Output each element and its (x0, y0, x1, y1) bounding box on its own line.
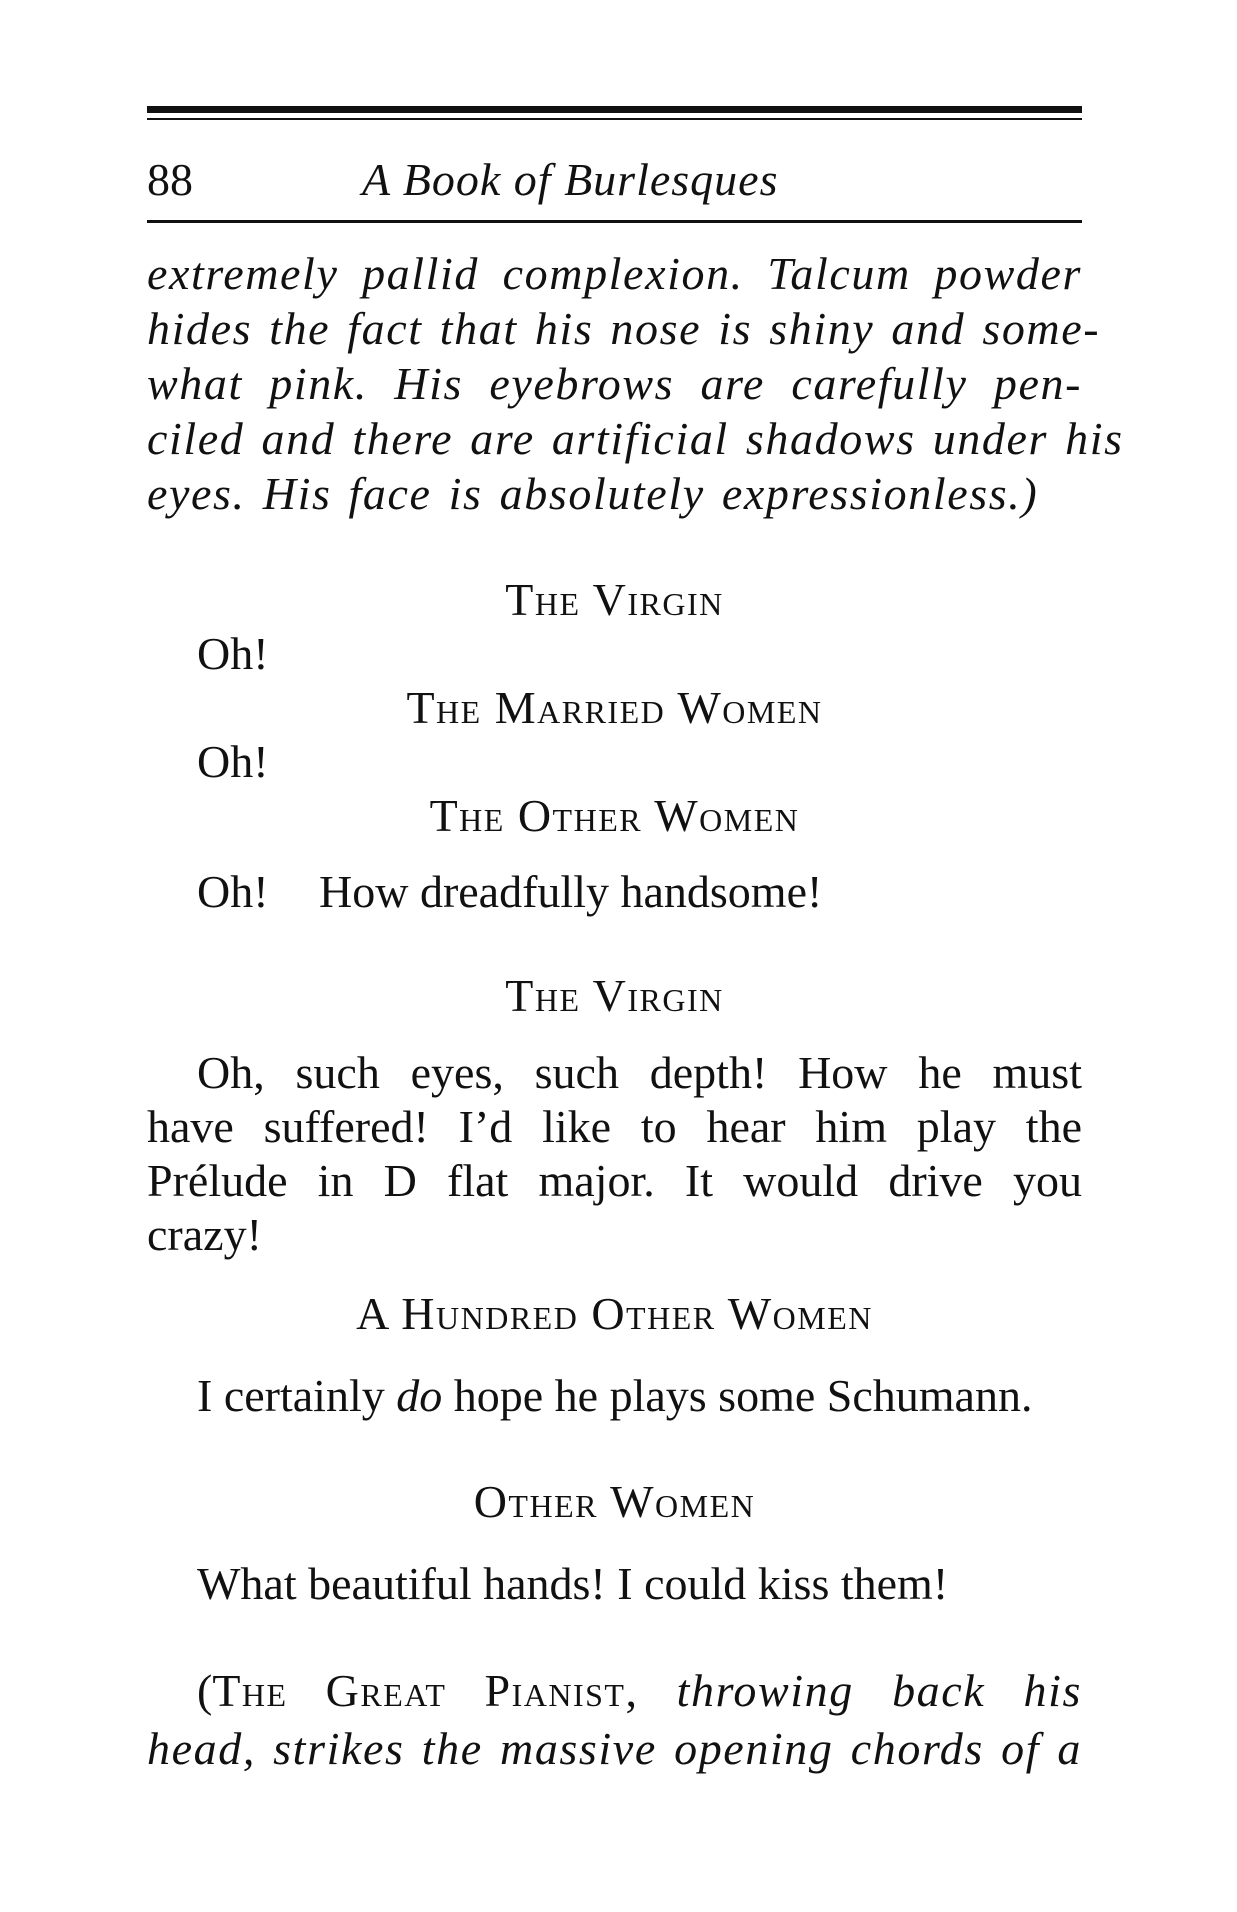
intro-line: extremely pallid complexion. Talcum powder (147, 248, 1082, 299)
running-title: A Book of Burlesques (362, 154, 779, 205)
intro-line: eyes. His face is absolutely expressionless.) (147, 468, 1039, 519)
book-page (147, 0, 1124, 1912)
closing-stage-direction (147, 1662, 1082, 1778)
speech-virgin-oh: Oh! (197, 628, 269, 679)
header-rule-double (147, 118, 1082, 120)
speech-emphasis: do (396, 1370, 443, 1421)
speech-text: hope he plays some Schumann. (442, 1370, 1033, 1421)
intro-line: what pink. His eyebrows are carefully pen- (147, 358, 1082, 409)
speech-virgin-2 (147, 1046, 1082, 1262)
speech-hundred-women (197, 1368, 1032, 1424)
speech-married-women-oh: Oh! (197, 736, 269, 787)
speaker-the-virgin-2: The Virgin (505, 970, 724, 1021)
speech-other-women-2: What beautiful hands! I could kiss them! (197, 1558, 949, 1609)
speaker-the-other-women: The Other Women (429, 790, 800, 841)
speaker-the-virgin: The Virgin (505, 574, 724, 625)
open-paren: ( (197, 1665, 213, 1716)
intro-stage-direction (147, 246, 1124, 521)
page-header (147, 150, 1082, 210)
stage-direction-line (147, 1662, 1082, 1720)
header-rule-thick (147, 106, 1082, 113)
intro-line: hides the fact that his nose is shiny and some- (147, 303, 1101, 354)
stage-direction-text: throwing back his (638, 1665, 1082, 1716)
intro-line: ciled and there are artificial shadows under his (147, 413, 1124, 464)
speech-other-women-oh: Oh! (197, 866, 269, 917)
speech-text: I certainly (197, 1370, 397, 1421)
speaker-other-women: Other Women (473, 1476, 756, 1527)
speech-line: Oh, such eyes, such depth! How he must (197, 1047, 1082, 1098)
header-rule-bottom (147, 220, 1082, 223)
speech-line: Prélude in D flat major. It would drive you (147, 1155, 1082, 1206)
speech-line: have suffered! I’d like to hear him play the (147, 1101, 1082, 1152)
stage-direction-line: head, strikes the massive opening chords of a (147, 1723, 1082, 1774)
page-number: 88 (147, 154, 193, 205)
character-name: The Great Pianist, (212, 1665, 639, 1716)
speaker-a-hundred-other-women: A Hundred Other Women (356, 1288, 873, 1339)
speech-line: crazy! (147, 1209, 262, 1260)
speaker-the-married-women: The Married Women (406, 682, 823, 733)
speech-other-women-line: How dreadfully handsome! (319, 866, 823, 917)
